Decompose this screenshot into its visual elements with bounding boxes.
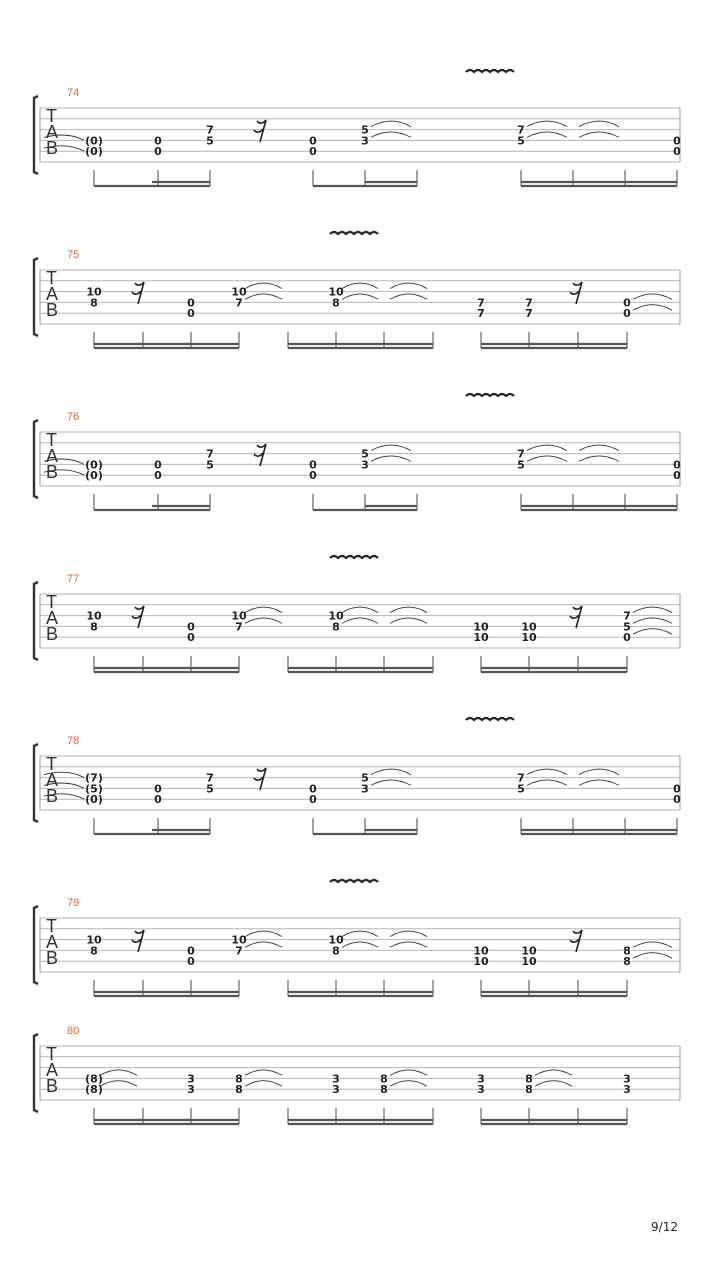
fret-number: 8 (332, 296, 340, 310)
fret-number: 10 (86, 933, 102, 947)
tie-arc (527, 121, 567, 127)
fret-number: 10 (328, 285, 344, 299)
fret-number: 3 (477, 1083, 485, 1097)
fret-number: 0 (309, 145, 317, 159)
fret-number: 0 (309, 469, 317, 483)
fret-number: 0 (187, 307, 195, 321)
fret-number: 7 (206, 771, 214, 785)
tie-arc (527, 132, 567, 138)
tie-arc (390, 1070, 427, 1076)
measure-number: 77 (67, 573, 80, 585)
tie-arc (245, 294, 282, 300)
tie-arc (371, 456, 411, 462)
measure-number: 74 (67, 87, 80, 99)
system-bracket (34, 1034, 38, 1112)
tie-arc (371, 132, 411, 138)
sixteenth-rest (570, 930, 582, 952)
fret-number: 0 (673, 469, 681, 483)
tie-arc (342, 283, 378, 289)
tie-arc (390, 931, 427, 937)
fret-number: 10 (521, 944, 537, 958)
tab-letter-t: T (46, 429, 57, 450)
sixteenth-rest (570, 606, 582, 628)
tie-arc (371, 121, 411, 127)
tie-arc (633, 618, 672, 624)
tab-letter-b: B (46, 623, 59, 644)
fret-number: 0 (309, 793, 317, 807)
tie-arc (390, 1081, 427, 1087)
tie-arc (633, 953, 672, 959)
tie-arc (633, 942, 672, 948)
fret-number: 7 (525, 307, 533, 321)
fret-number: 7 (477, 296, 485, 310)
tab-letter-b: B (46, 461, 59, 482)
tab-letter-b: B (46, 1075, 59, 1096)
tie-arc (371, 769, 411, 775)
system-74 (34, 70, 681, 186)
fret-number: 0 (154, 469, 162, 483)
tie-arc (100, 1070, 137, 1076)
fret-number: 7 (235, 944, 243, 958)
fret-number: 0 (187, 631, 195, 645)
sixteenth-rest (254, 120, 266, 142)
fret-number: 3 (623, 1083, 631, 1097)
tie-arc (342, 618, 378, 624)
fret-number: 5 (517, 782, 525, 796)
fret-number: 0 (154, 145, 162, 159)
fret-number: 0 (309, 134, 317, 148)
fret-number: 0 (623, 307, 631, 321)
fret-number: 0 (309, 458, 317, 472)
fret-number: 10 (521, 631, 537, 645)
fret-number: 0 (673, 782, 681, 796)
fret-number: 0 (154, 793, 162, 807)
tie-arc (535, 1070, 572, 1076)
tie-arc (342, 931, 378, 937)
tab-letter-a: A (46, 445, 59, 466)
tie-arc (245, 931, 282, 937)
tab-letter-t: T (46, 1043, 57, 1064)
measure-number: 80 (67, 1025, 80, 1037)
fret-number: 7 (525, 296, 533, 310)
fret-number: (0) (85, 134, 103, 148)
fret-number: 8 (525, 1083, 533, 1097)
sixteenth-rest (132, 606, 144, 628)
system-bracket (34, 744, 38, 822)
fret-number: 0 (309, 782, 317, 796)
tie-arc (579, 769, 619, 775)
fret-number: 5 (517, 458, 525, 472)
fret-number: 10 (86, 285, 102, 299)
fret-number: 7 (206, 447, 214, 461)
fret-number: 0 (187, 944, 195, 958)
fret-number: (8) (85, 1072, 103, 1086)
tie-arc (633, 629, 672, 635)
vibrato-mark (466, 70, 514, 72)
fret-number: 0 (673, 145, 681, 159)
measure-number: 78 (67, 735, 80, 747)
tab-letter-t: T (46, 267, 57, 288)
sixteenth-rest (570, 282, 582, 304)
fret-number: 3 (187, 1072, 195, 1086)
vibrato-mark (466, 394, 514, 396)
fret-number: 8 (332, 620, 340, 634)
fret-number: 10 (473, 955, 489, 969)
fret-number: 0 (154, 134, 162, 148)
fret-number: 10 (473, 944, 489, 958)
fret-number: (0) (85, 793, 103, 807)
fret-number: 7 (235, 620, 243, 634)
tab-letter-a: A (46, 283, 59, 304)
fret-number: 8 (235, 1072, 243, 1086)
fret-number: 0 (187, 955, 195, 969)
fret-number: 3 (332, 1083, 340, 1097)
measure-number: 79 (67, 897, 80, 909)
fret-number: 5 (361, 771, 369, 785)
fret-number: 3 (361, 134, 369, 148)
sixteenth-rest (132, 282, 144, 304)
tie-arc (527, 445, 567, 451)
tie-arc (579, 132, 619, 138)
fret-number: 0 (154, 782, 162, 796)
system-76 (34, 394, 681, 510)
tie-arc (390, 283, 427, 289)
fret-number: 8 (90, 296, 98, 310)
tab-letter-a: A (46, 931, 59, 952)
fret-number: (8) (85, 1083, 103, 1097)
tab-letter-a: A (46, 607, 59, 628)
fret-number: 3 (361, 782, 369, 796)
fret-number: (0) (85, 458, 103, 472)
tie-arc (390, 942, 427, 948)
tab-letter-a: A (46, 1059, 59, 1080)
fret-number: 10 (521, 620, 537, 634)
fret-number: (0) (85, 145, 103, 159)
fret-number: 7 (623, 609, 631, 623)
vibrato-mark (330, 556, 378, 558)
fret-number: 3 (187, 1083, 195, 1097)
page-number: 9/12 (651, 1220, 678, 1234)
measure-number: 76 (67, 411, 80, 423)
fret-number: 0 (623, 631, 631, 645)
vibrato-mark (466, 718, 514, 720)
fret-number: 5 (517, 134, 525, 148)
vibrato-mark (330, 232, 378, 234)
fret-number: 5 (361, 447, 369, 461)
tab-letter-t: T (46, 753, 57, 774)
fret-number: 5 (361, 123, 369, 137)
fret-number: 5 (206, 458, 214, 472)
tab-letter-t: T (46, 105, 57, 126)
system-bracket (34, 420, 38, 498)
vibrato-mark (330, 880, 378, 882)
fret-number: 3 (477, 1072, 485, 1086)
fret-number: 7 (517, 447, 525, 461)
sixteenth-rest (132, 930, 144, 952)
system-bracket (34, 906, 38, 984)
fret-number: 8 (90, 944, 98, 958)
fret-number: (0) (85, 469, 103, 483)
tie-arc (245, 618, 282, 624)
tab-letter-b: B (46, 137, 59, 158)
tab-letter-b: B (46, 299, 59, 320)
tie-arc (579, 445, 619, 451)
tie-arc (371, 445, 411, 451)
tie-arc (535, 1081, 572, 1087)
system-78 (34, 718, 681, 834)
fret-number: 8 (380, 1072, 388, 1086)
fret-number: 7 (477, 307, 485, 321)
tab-letter-b: B (46, 785, 59, 806)
tie-arc (633, 607, 672, 613)
system-77 (34, 556, 680, 672)
tie-arc (633, 294, 672, 300)
system-80 (34, 1025, 680, 1124)
tie-arc (342, 294, 378, 300)
fret-number: 5 (623, 620, 631, 634)
fret-number: 5 (206, 782, 214, 796)
tie-arc (527, 769, 567, 775)
tie-arc (390, 618, 427, 624)
fret-number: 3 (623, 1072, 631, 1086)
fret-number: 7 (517, 771, 525, 785)
system-bracket (34, 258, 38, 336)
tab-letter-t: T (46, 915, 57, 936)
fret-number: 8 (525, 1072, 533, 1086)
system-75 (34, 232, 680, 348)
fret-number: 8 (623, 944, 631, 958)
fret-number: 0 (187, 620, 195, 634)
tie-arc (527, 780, 567, 786)
fret-number: 8 (623, 955, 631, 969)
fret-number: 7 (235, 296, 243, 310)
tie-arc (245, 1081, 282, 1087)
tie-arc (371, 780, 411, 786)
tie-arc (390, 607, 427, 613)
fret-number: 0 (673, 134, 681, 148)
fret-number: 10 (328, 933, 344, 947)
tie-arc (245, 1070, 282, 1076)
sixteenth-rest (254, 768, 266, 790)
fret-number: 0 (154, 458, 162, 472)
fret-number: 3 (361, 458, 369, 472)
tie-arc (390, 294, 427, 300)
fret-number: 10 (328, 609, 344, 623)
fret-number: 8 (380, 1083, 388, 1097)
tie-arc (527, 456, 567, 462)
fret-number: 0 (673, 458, 681, 472)
tie-arc (579, 456, 619, 462)
fret-number: 8 (90, 620, 98, 634)
system-bracket (34, 582, 38, 660)
fret-number: 10 (86, 609, 102, 623)
fret-number: 7 (206, 123, 214, 137)
fret-number: 10 (473, 631, 489, 645)
tab-letter-t: T (46, 591, 57, 612)
tab-letter-a: A (46, 121, 59, 142)
fret-number: 8 (332, 944, 340, 958)
tie-arc (245, 607, 282, 613)
system-79 (34, 880, 680, 996)
fret-number: 10 (231, 285, 247, 299)
tab-letter-b: B (46, 947, 59, 968)
measure-number: 75 (67, 249, 80, 261)
fret-number: (7) (85, 771, 103, 785)
fret-number: 10 (521, 955, 537, 969)
tie-arc (245, 283, 282, 289)
fret-number: 5 (206, 134, 214, 148)
fret-number: (5) (85, 782, 103, 796)
system-bracket (34, 96, 38, 174)
tie-arc (579, 121, 619, 127)
fret-number: 0 (673, 793, 681, 807)
tie-arc (245, 942, 282, 948)
fret-number: 8 (235, 1083, 243, 1097)
fret-number: 10 (231, 933, 247, 947)
fret-number: 10 (231, 609, 247, 623)
tie-arc (342, 607, 378, 613)
fret-number: 0 (623, 296, 631, 310)
tie-arc (100, 1081, 137, 1087)
tab-letter-a: A (46, 769, 59, 790)
tie-arc (579, 780, 619, 786)
fret-number: 10 (473, 620, 489, 634)
tie-arc (633, 305, 672, 311)
tie-arc (342, 942, 378, 948)
fret-number: 7 (517, 123, 525, 137)
sixteenth-rest (254, 444, 266, 466)
fret-number: 3 (332, 1072, 340, 1086)
fret-number: 0 (187, 296, 195, 310)
